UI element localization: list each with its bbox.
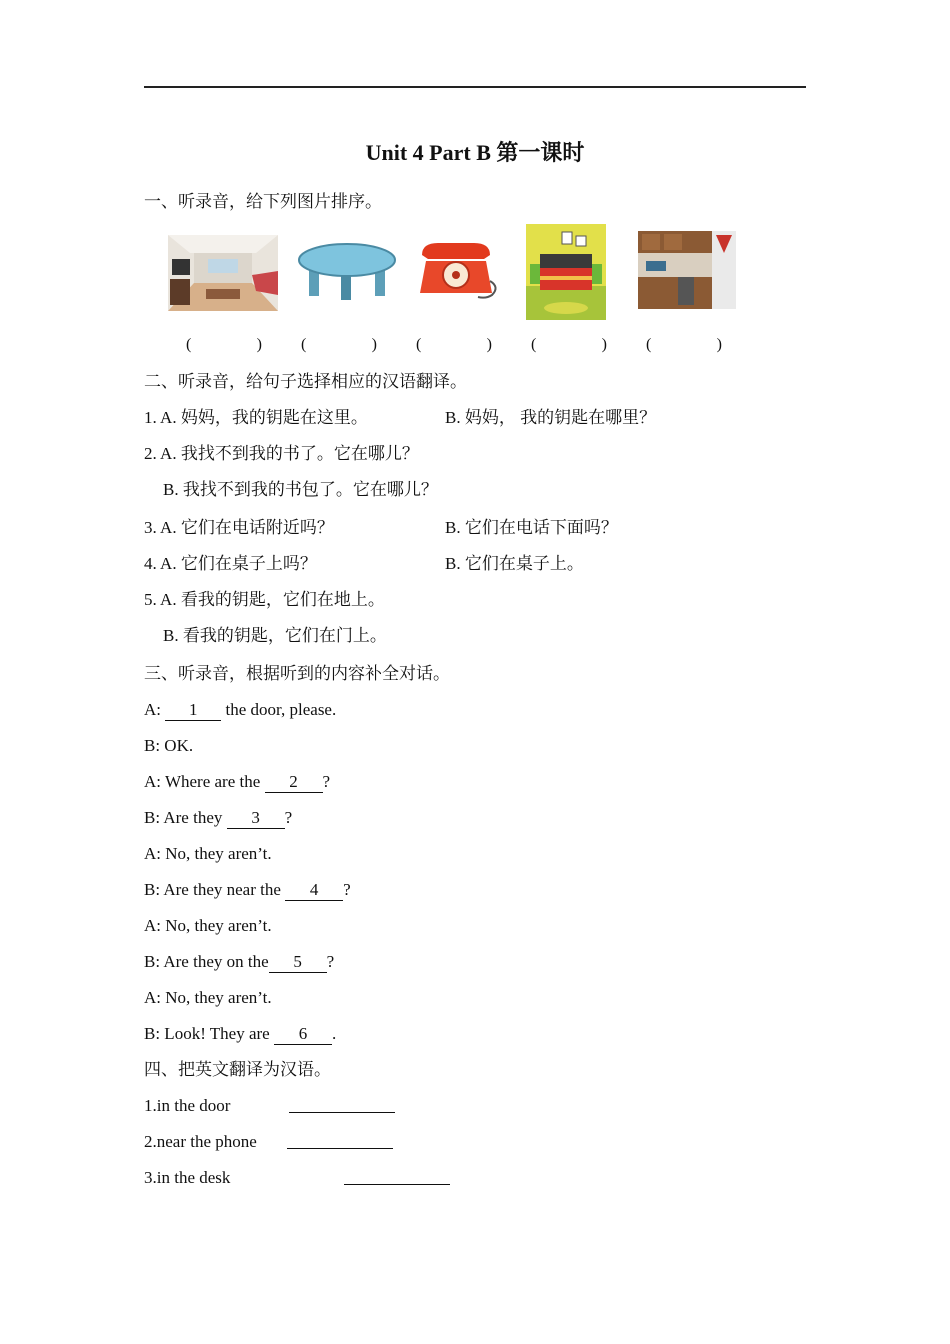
page-title: Unit 4 Part B 第一课时 (365, 140, 585, 165)
header-rule (144, 86, 806, 88)
question-1-option-b: B. 妈妈， 我的钥匙在哪里？ (445, 408, 657, 427)
blank-1[interactable]: 1 (165, 700, 221, 721)
question-4-option-a: 4. A. 它们在桌子上吗？ (144, 554, 317, 573)
translate-item-1: 1.in the door (144, 1096, 231, 1115)
translate-item-2: 2.near the phone (144, 1132, 257, 1151)
translate-answer-line-3[interactable] (344, 1184, 450, 1185)
translate-answer-line-2[interactable] (287, 1148, 393, 1149)
dialogue-line-8: B: Are they on the 5 ? (144, 952, 335, 971)
section2-heading: 二、听录音，给句子选择相应的汉语翻译。 (144, 372, 467, 391)
living-room-picture (168, 235, 278, 311)
section3-heading: 三、听录音，根据听到的内容补全对话。 (144, 664, 450, 683)
kitchen-picture (638, 231, 736, 309)
dialogue-line-3: A: Where are the 2 ? (144, 772, 331, 791)
translate-item-3: 3.in the desk (144, 1168, 231, 1187)
dialogue-line-9: A: No, they aren’t. (144, 988, 272, 1007)
table-picture (297, 240, 397, 302)
answer-paren-4: ( ) (531, 336, 607, 353)
translate-answer-line-1[interactable] (289, 1112, 395, 1113)
answer-paren-1: ( ) (186, 336, 262, 353)
phone-picture (412, 235, 500, 301)
dialogue-line-6: B: Are they near the 4 ? (144, 880, 351, 899)
section4-heading: 四、把英文翻译为汉语。 (144, 1060, 331, 1079)
question-4-option-b: B. 它们在桌子上。 (445, 554, 584, 573)
blank-3[interactable]: 3 (227, 808, 285, 829)
question-2-option-a: 2. A. 我找不到我的书了。它在哪儿？ (144, 444, 419, 463)
blank-5[interactable]: 5 (269, 952, 327, 973)
dialogue-line-5: A: No, they aren’t. (144, 844, 272, 863)
bedroom-picture (526, 224, 606, 320)
blank-6[interactable]: 6 (274, 1024, 332, 1045)
question-2-option-b: B. 我找不到我的书包了。它在哪儿？ (163, 480, 438, 499)
question-3-option-b: B. 它们在电话下面吗？ (445, 518, 618, 537)
answer-paren-2: ( ) (301, 336, 377, 353)
blank-4[interactable]: 4 (285, 880, 343, 901)
dialogue-line-2: B: OK. (144, 736, 194, 755)
question-5-option-b: B. 看我的钥匙，它们在门上。 (163, 626, 387, 645)
question-5-option-a: 5. A. 看我的钥匙，它们在地上。 (144, 590, 385, 609)
answer-paren-5: ( ) (646, 336, 722, 353)
section1-heading: 一、听录音，给下列图片排序。 (144, 192, 382, 211)
answer-paren-3: ( ) (416, 336, 492, 353)
question-1-option-a: 1. A. 妈妈，我的钥匙在这里。 (144, 408, 368, 427)
question-3-option-a: 3. A. 它们在电话附近吗？ (144, 518, 334, 537)
dialogue-line-4: B: Are they 3 ? (144, 808, 293, 827)
dialogue-line-7: A: No, they aren’t. (144, 916, 272, 935)
dialogue-line-10: B: Look! They are 6 . (144, 1024, 337, 1043)
dialogue-line-1: A: 1 the door, please. (144, 700, 337, 719)
blank-2[interactable]: 2 (265, 772, 323, 793)
